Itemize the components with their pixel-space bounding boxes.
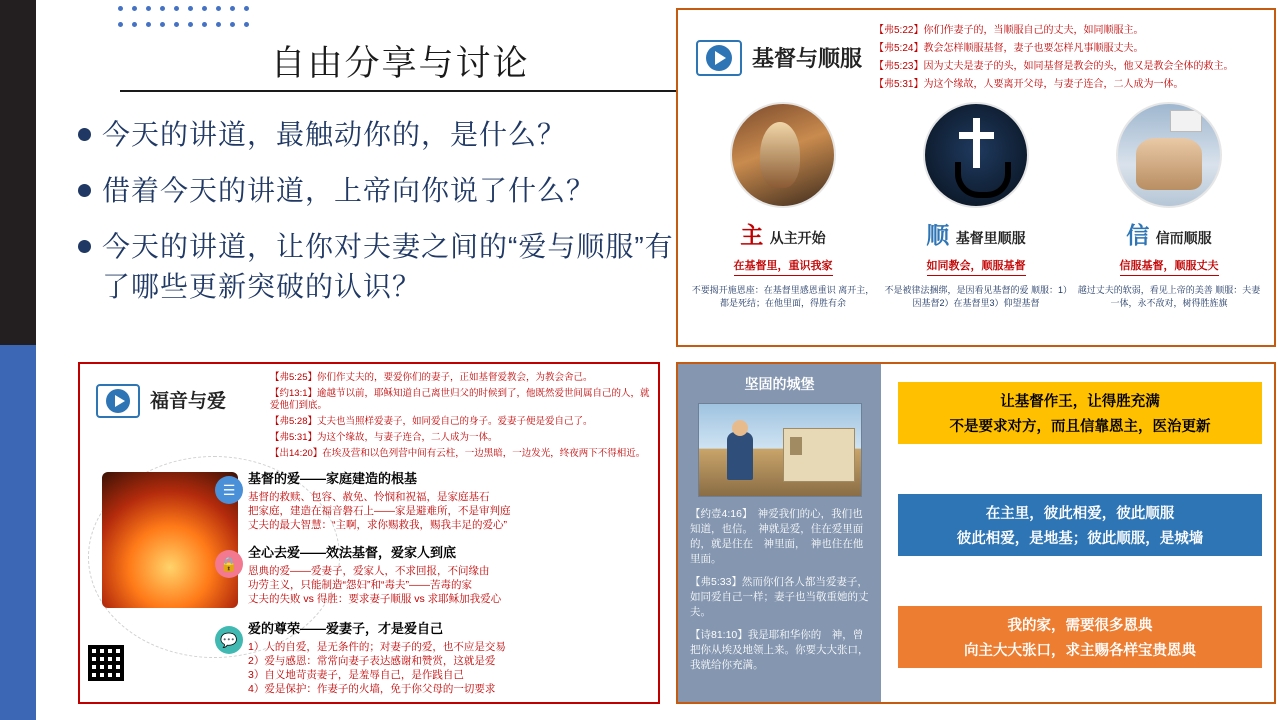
panel-gospel-and-love	[78, 362, 660, 704]
left-blue-bar	[0, 345, 36, 720]
column-emphasis: 信服基督，顺服丈夫	[1120, 257, 1219, 276]
column-heading	[1076, 217, 1262, 250]
fortress-column	[678, 364, 881, 702]
panel-title: 基督与顺服	[752, 46, 863, 71]
summary-line-1: 在主里，彼此相爱，彼此顺服	[985, 506, 1175, 522]
panel-title: 福音与爱	[150, 391, 227, 412]
column-heading	[690, 217, 876, 250]
section-line: 3）自义地苛责妻子，是羞辱自己，是作践自己	[248, 669, 464, 681]
left-dark-bar	[0, 0, 36, 345]
section-honor-of-love	[248, 618, 648, 696]
section-line: 丈夫的失败 vs 得胜：要求妻子顺服 vs 求耶稣加我爱心	[248, 593, 502, 605]
section-heading: 基督的爱——家庭建造的根基	[248, 471, 418, 486]
section-line: 1）人的自爱，是无条件的；对妻子的爱，也不应是交易	[248, 641, 506, 653]
section-line: 把家庭，建造在福音磐石上——家是避难所，不是审判庭	[248, 505, 511, 517]
column-heading	[883, 217, 1069, 250]
panel-christ-and-submission	[676, 8, 1276, 347]
panel-strong-fortress	[676, 362, 1276, 704]
angel-painting-image	[730, 102, 836, 208]
question-text: 借着今天的讲道，上帝向你说了什么？	[102, 175, 596, 206]
summary-box-yellow	[898, 382, 1262, 444]
verse-line: 【约壹4:16】 神爱我们的心，我们也知道，也信。 神就是爱，住在爱里面的，就是住在 神里面， 神也住在他里面。	[690, 508, 864, 565]
verse-line: 【出14:20】在埃及营和以色列营中间有云柱，一边黑暗，一边发光，终夜两下不得相近。	[270, 448, 646, 459]
summary-line-2: 向主大大张口，求主赐各样宝贵恩典	[964, 643, 1196, 659]
summary-box-orange	[898, 606, 1262, 668]
discussion-questions	[78, 115, 688, 323]
column-lord	[690, 102, 876, 310]
fortress-title: 坚固的城堡	[744, 376, 815, 392]
list-item	[78, 171, 688, 211]
column-emphasis: 如同教会，顺服基督	[927, 257, 1026, 276]
section-foundation	[248, 468, 648, 532]
column-subtitle: 从主开始	[769, 230, 826, 246]
elderly-couple-image	[1116, 102, 1222, 208]
column-notes: 不要揭开施恩座：在基督里感恩重识 离开主，都是死结；在他里面，得胜有余	[691, 285, 875, 308]
bullet-dot-icon	[78, 240, 91, 253]
column-submit	[883, 102, 1069, 310]
question-text: 今天的讲道，让你对夫妻之间的“爱与顺服”有了哪些更新突破的认识？	[102, 231, 674, 302]
question-text: 今天的讲道，最触动你的，是什么？	[102, 119, 567, 150]
summary-line-1: 让基督作王，让得胜充满	[1000, 394, 1160, 410]
castle-illustration-image	[698, 403, 862, 497]
verse-line: 【弗5:31】为这个缘故，人要离开父母，与妻子连合，二人成为一体。	[874, 79, 1184, 90]
section-line: 2）爱与感恩：常常向妻子表达感谢和赞赏，这就是爱	[248, 655, 496, 667]
bullet-dot-icon	[78, 184, 91, 197]
panel-header	[678, 10, 1274, 96]
section-wholehearted-love	[248, 542, 648, 606]
verse-list	[874, 24, 1264, 96]
verse-line: 【弗5:22】你们作妻子的，当顺服自己的丈夫，如同顺服主。	[874, 25, 1144, 36]
column-faith	[1076, 102, 1262, 310]
layers-icon: ☰	[215, 476, 243, 504]
column-big-char: 主	[740, 222, 764, 248]
lock-icon: 🔒	[215, 550, 243, 578]
column-notes: 不是被律法捆绑，是因看见基督的爱 顺服：1）因基督2）在基督里3）仰望基督	[884, 285, 1068, 308]
summary-boxes	[890, 364, 1274, 702]
column-big-char: 信	[1126, 222, 1150, 248]
column-big-char: 顺	[926, 222, 950, 248]
list-item	[78, 115, 688, 155]
column-emphasis: 在基督里，重识我家	[734, 257, 833, 276]
section-heading: 爱的尊荣——爱妻子，才是爱自己	[248, 621, 444, 636]
section-line: 功劳主义，只能制造“怨妇”和“毒夫”——苦毒的家	[248, 579, 472, 591]
summary-line-2: 不是要求对方，而且信靠恩主，医治更新	[949, 419, 1211, 435]
section-line: 4）爱是保护：作妻子的火墙，免于你父母的一切要求	[248, 683, 496, 695]
qr-code-icon	[88, 645, 124, 681]
verse-line: 【弗5:33】然而你们各人都当爱妻子，如同爱自己一样；妻子也当敬重她的丈夫。	[690, 576, 869, 618]
summary-box-blue	[898, 494, 1262, 556]
play-icon	[696, 40, 742, 76]
verse-list	[270, 372, 650, 464]
summary-line-1: 我的家，需要很多恩典	[1007, 618, 1153, 634]
verse-line: 【弗5:24】教会怎样顺服基督，妻子也要怎样凡事顺服丈夫。	[874, 43, 1144, 54]
fortress-verse-list	[690, 507, 871, 673]
verse-line: 【弗5:25】你们作丈夫的，要爱你们的妻子，正如基督爱教会，为教会舍己。	[270, 372, 593, 383]
column-subtitle: 基督里顺服	[955, 230, 1026, 246]
section-heading: 全心去爱——效法基督，爱家人到底	[248, 545, 457, 560]
page-title: 自由分享与讨论	[120, 36, 680, 92]
verse-line: 【弗5:31】为这个缘故，与妻子连合，二人成为一体。	[270, 432, 498, 443]
list-item	[78, 227, 688, 307]
section-line: 丈夫的最大智慧：“主啊，求你赐救我，赐我丰足的爱心”	[248, 519, 507, 531]
verse-line: 【弗5:28】丈夫也当照样爱妻子，如同爱自己的身子。爱妻子便是爱自己了。	[270, 416, 593, 427]
section-line: 基督的救赎、包容、赦免、怜悯和祝福，是家庭基石	[248, 491, 490, 503]
cross-anchor-image	[923, 102, 1029, 208]
bullet-dot-icon	[78, 128, 91, 141]
chat-icon: 💬	[215, 626, 243, 654]
column-subtitle: 信而顺服	[1155, 230, 1212, 246]
dot-decoration	[118, 6, 258, 40]
summary-line-2: 彼此相爱，是地基；彼此顺服，是城墙	[956, 531, 1204, 547]
verse-line: 【约13:1】逾越节以前，耶稣知道自己离世归父的时候到了，他既然爱世间属自己的人，就爱他们到底。	[270, 388, 650, 411]
column-notes: 越过丈夫的软弱，看见上帝的美善 顺服：夫妻一体，永不敌对，树得胜旌旗	[1077, 285, 1261, 308]
section-line: 恩典的爱——爱妻子，爱家人，不求回报，不问缘由	[248, 565, 490, 577]
verse-line: 【诗81:10】我是耶和华你的 神，曾把你从埃及地领上来。你要大大张口，我就给你充满。	[690, 629, 869, 671]
play-icon	[96, 384, 140, 418]
verse-line: 【弗5:23】因为丈夫是妻子的头，如同基督是教会的头，他又是教会全体的救主。	[874, 61, 1234, 72]
